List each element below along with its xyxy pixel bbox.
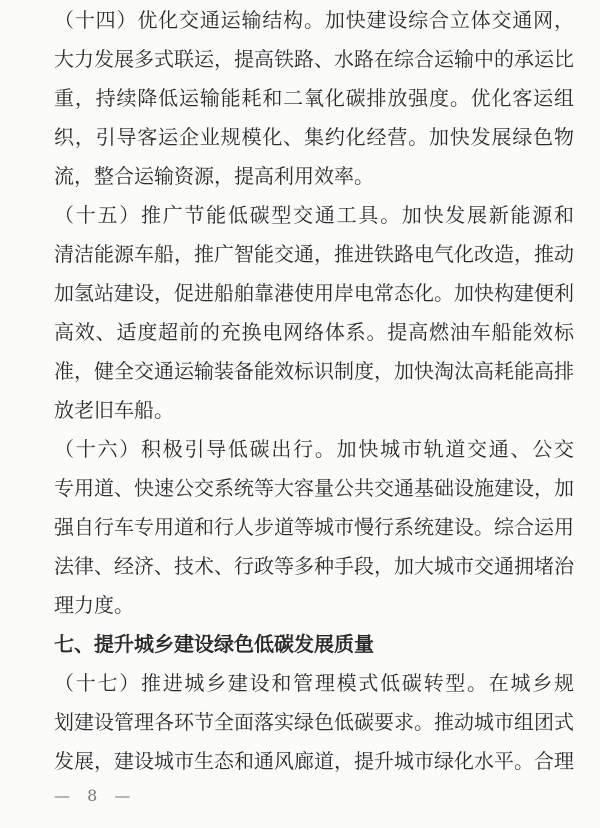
page-number: — 8 — — [54, 786, 137, 805]
paragraph-17-line-3: 发展，建设城市生态和通风廊道，提升城市绿化水平。合理 — [54, 749, 574, 773]
paragraph-15-line-5: 准，健全交通运输装备能效标识制度，加快淘汰高耗能高排 — [54, 359, 574, 383]
paragraph-17-line-2: 划建设管理各环节全面落实绿色低碳要求。推动城市组团式 — [54, 710, 574, 734]
paragraph-14-line-4: 织，引导客运企业规模化、集约化经营。加快发展绿色物 — [54, 125, 574, 149]
paragraph-14-line-5: 流，整合运输资源，提高利用效率。 — [54, 164, 374, 188]
section-heading-7: 七、提升城乡建设绿色低碳发展质量 — [54, 632, 374, 656]
paragraph-17-line-1: （十七）推进城乡建设和管理模式低碳转型。在城乡规 — [54, 671, 574, 695]
paragraph-15-line-6: 放老旧车船。 — [54, 398, 174, 422]
paragraph-14-line-1: （十四）优化交通运输结构。加快建设综合立体交通网， — [54, 8, 574, 32]
paragraph-16-line-4: 法律、经济、技术、行政等多种手段，加大城市交通拥堵治 — [54, 554, 574, 578]
paragraph-14-line-3: 重，持续降低运输能耗和二氧化碳排放强度。优化客运组 — [54, 86, 574, 110]
paragraph-15-line-4: 高效、适度超前的充换电网络体系。提高燃油车船能效标 — [54, 320, 574, 344]
paragraph-16-line-5: 理力度。 — [54, 593, 134, 617]
paragraph-14-line-2: 大力发展多式联运，提高铁路、水路在综合运输中的承运比 — [54, 47, 574, 71]
paragraph-16-line-2: 专用道、快速公交系统等大容量公共交通基础设施建设，加 — [54, 476, 574, 500]
paragraph-15-line-2: 清洁能源车船，推广智能交通，推进铁路电气化改造，推动 — [54, 242, 574, 266]
paragraph-16-line-1: （十六）积极引导低碳出行。加快城市轨道交通、公交 — [54, 437, 574, 461]
paragraph-16-line-3: 强自行车专用道和行人步道等城市慢行系统建设。综合运用 — [54, 515, 574, 539]
paragraph-15-line-3: 加氢站建设，促进船舶靠港使用岸电常态化。加快构建便利 — [54, 281, 574, 305]
paragraph-15-line-1: （十五）推广节能低碳型交通工具。加快发展新能源和 — [54, 203, 574, 227]
